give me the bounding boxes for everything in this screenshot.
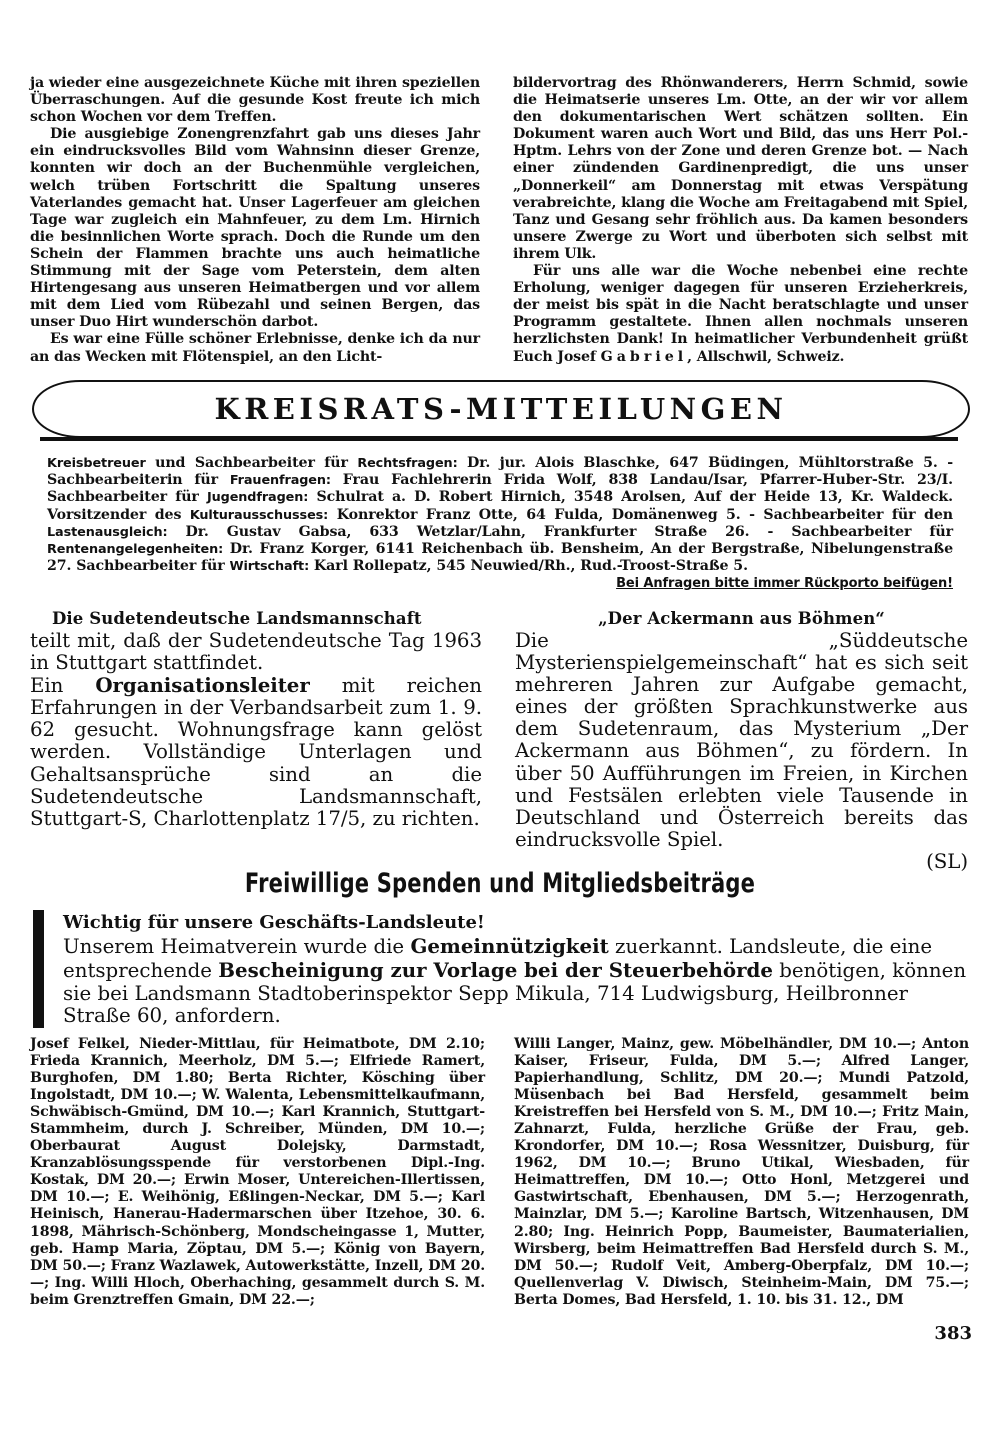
- top-right-paragraph: bildervortrag des Rhönwanderers, Herrn Schmid, sowie die Heimatserie unseres Lm. Otte, an der wir vor allem den dokumentarischen Wert schätzen sollten. Ein Dokument waren auch Wort und Bild, das uns Herr Pol.-Hptm. Lehrs von der Zone und deren Grenze bot. — Nach einer zündenden Gardinenpredigt, die uns unser „Donnerkeil“ am Donnerstag mit etwas Verspätung verabreichte, klang die Woche am Freitagabend mit Spiel, Tanz und Gesang sehr fröhlich aus. Da kamen besonders unsere Zwerge zu Wort und überboten sich selbst mit ihrem Ulk.: [513, 75, 968, 262]
- article-left-p2: [30, 674, 482, 830]
- article-right-heading: „Der Ackermann aus Böhmen“: [598, 609, 885, 628]
- kreisrats-block: [47, 455, 953, 593]
- banner-title: KREISRATS-MITTEILUNGEN: [214, 392, 788, 426]
- top-right-paragraph-text: Für uns alle war die Woche nebenbei eine rechte Erholung, weniger dagegen für unseren Erzieherkreis, der meist bis spät in die Nacht beratschlagte und unser Programm gestaltete. Ihnen allen nochmals unseren herzlichsten Dank! In heimatlicher Verbundenheit grüßt Euch Josef: [513, 263, 968, 365]
- kreis-topic: Frauenfragen:: [229, 473, 331, 489]
- article-left-text: Ein: [30, 674, 96, 698]
- article-right: [515, 609, 968, 873]
- kreis-note: Bei Anfragen bitte immer Rückporto beifügen!: [616, 576, 953, 592]
- kreisrats-text: [47, 455, 953, 575]
- kreisrats-banner: [32, 380, 970, 438]
- article-right-body: Die „Süddeutsche Mysterienspielgemeinschaft“ hat es sich seit mehreren Jahren zur Aufgabe gemacht, eines der größten Sprachkunstwerke aus dem Sudetenraum, das Mysterium „Der Ackermann aus Böhmen“, zu fördern. In über 50 Aufführungen im Freien, in Kirchen und Festsälen erlebten viele Tausende in Deutschland und Österreich bereits das eindrucksvolle Spiel.: [515, 629, 968, 851]
- signature-name: Gabriel: [600, 348, 688, 365]
- notice-block: [63, 912, 975, 1028]
- top-left-paragraph: Es war eine Fülle schöner Erlebnisse, denke ich da nur an das Wecken mit Flötenspiel, an den Licht-: [30, 331, 480, 365]
- notice-heading: Wichtig für unsere Geschäfts-Landsleute!: [63, 912, 485, 933]
- top-right-column: [513, 75, 968, 366]
- top-left-paragraph: Die ausgiebige Zonengrenzfahrt gab uns dieses Jahr ein eindrucksvolles Bild vom Wahnsinn dieser Grenze, konnten wir doch an der Buchenmühle vergleichen, welch trüben Fortschritt die Spaltung unseres Vaterlandes gemacht hat. Unser Lagerfeuer am gleichen Tage war zugleich ein Mahnfeuer, zu dem Lm. Hirnich die besinnlichen Worte sprach. Doch die Runde um den Schein der Flammen brachte uns auch heimatliche Stimmung mit der Sage vom Peterstein, dem alten Hirtengesang aus unseren Heimatbergen und vor allem mit dem Lied vom Rübezahl und seinen Bergen, das unser Duo Hirt wunderschön darbot.: [30, 126, 480, 331]
- notice-text: zuerkannt. Landsleute, die eine entsprechende: [63, 935, 933, 982]
- notice-bold: Gemeinnützigkeit: [410, 934, 609, 958]
- donation-list-right-text: Willi Langer, Mainz, gew. Möbelhändler, DM 10.—; Anton Kaiser, Friseur, Fulda, DM 5.—; Alfred Langer, Papierhandlung, Schlitz, DM 20.—; Mundi Patzold, Müsenbach bei Bad Hersfeld, gesammelt beim Kreistreffen bei Hersfeld von S. M., DM 10.—; Fritz Main, Zahnarzt, Fulda, herzliche Grüße der Frau, geb. Krondorfer, DM 10.—; Rosa Wessnitzer, Duisburg, für 1962, DM 10.—; Bruno Utikal, Wiesbaden, für Heimattreffen, DM 10.—; Otto Honl, Metzgerei und Gastwirtschaft, Ebenhausen, DM 5.—; Herzogenrath, Mainzlar, DM 5.—; Karoline Bartsch, Witzenhausen, DM 2.80; Ing. Heinrich Popp, Baumeister, Baumaterialien, Wirsberg, beim Heimattreffen Bad Hersfeld durch S. M., DM 50.—; Rudolf Veit, Amberg-Oberpfalz, DM 10.—; Quellenverlag V. Diwisch, Steinheim-Main, DM 75.—; Berta Domes, Bad Hersfeld, 1. 10. bis 31. 12., DM: [514, 1036, 969, 1308]
- kreis-text: Konrektor Franz Otte, 64 Fulda, Domänenweg 5. - Sachbearbeiter für den: [328, 506, 953, 523]
- kreis-text: Karl Rollepatz, 545 Neuwied/Rh., Rud.-Troost-Straße 5.: [309, 558, 748, 575]
- article-left: [30, 609, 482, 830]
- kreis-role: Kreisbetreuer: [47, 456, 146, 471]
- kreis-text: Dr. Franz Korger, 6141 Reichenbach üb. Bensheim, An der Bergstraße, Nibelungenstraße 27. Sachbearbeiter für: [47, 541, 953, 575]
- article-left-text: mit reichen Erfahrungen in der Verbandsarbeit zum 1. 9. 62 gesucht. Wohnungsfrage kann gelöst werden. Vollständige Unterlagen und Gehaltsansprüche sind an die Sudetendeutsche Landsmannschaft, Stuttgart-S, Charlottenplatz 17/5, zu richten.: [30, 674, 482, 830]
- kreis-topic: Lastenausgleich:: [47, 524, 168, 540]
- donation-list-left: [30, 1036, 485, 1309]
- top-right-paragraph: [513, 263, 968, 366]
- article-right-source: (SL): [926, 849, 968, 873]
- notice-text: benötigen, können sie bei Landsmann Stadtoberinspektor Sepp Mikula, 714 Ludwigsburg, Heilbronner Straße 60, anfordern.: [63, 958, 967, 1028]
- article-left-heading: Die Sudetendeutsche Landsmannschaft: [52, 609, 422, 628]
- kreis-topic: Jugendfragen:: [206, 490, 309, 506]
- kreis-text: Dr. jur. Alois Blaschke, 647 Büdingen, Mühltorstraße 5. - Sachbearbeiterin für: [47, 455, 953, 489]
- spenden-title: Freiwillige Spenden und Mitgliedsbeiträge: [244, 868, 756, 899]
- signature-place: , Allschwil, Schweiz.: [687, 348, 845, 365]
- article-left-p1: teilt mit, daß der Sudetendeutsche Tag 1963 in Stuttgart stattfindet.: [30, 629, 482, 675]
- donation-list-left-text: Josef Felkel, Nieder-Mittlau, für Heimatbote, DM 2.10; Frieda Krannich, Meerholz, DM 5.—; Elfriede Ramert, Burghofen, DM 1.80; Berta Richter, Kösching über Ingolstadt, DM 10.—; W. Walenta, Lebensmittelkaufmann, Schwäbisch-Gmünd, DM 10.—; Karl Krannich, Stuttgart-Stammheim, durch J. Schreiber, Münden, DM 10.—; Oberbaurat August Dolejsky, Darmstadt, Kranzablösungsspende für verstorbenen Dipl.-Ing. Kostak, DM 20.—; Erwin Moser, Untereichen-Illertissen, DM 10.—; E. Weihönig, Eßlingen-Neckar, DM 5.—; Karl Heinisch, Hanerau-Hadermarschen über Itzehoe, 30. 6. 1898, Mährisch-Schönberg, Mondscheingasse 1, Mutter, geb. Hamp Maria, Zöptau, DM 5.—; König von Bayern, DM 50.—; Franz Wazlawek, Autowerkstätte, Inzell, DM 20.—; Ing. Willi Hloch, Oberhaching, gesammelt durch S. M. beim Grenztreffen Gmain, DM 22.—;: [30, 1036, 485, 1308]
- kreis-topic: Rentenangelegenheiten:: [47, 542, 224, 558]
- notice-bar: [33, 910, 44, 1028]
- notice-body: [63, 935, 975, 1028]
- top-left-paragraph: ja wieder eine ausgezeichnete Küche mit ihren speziellen Überraschungen. Auf die gesunde Kost freute ich mich schon Wochen vor dem Treffen.: [30, 75, 480, 126]
- donation-list-right: [514, 1036, 969, 1309]
- article-left-bold: Organisationsleiter: [95, 673, 310, 698]
- page-number: 383: [934, 1323, 972, 1344]
- kreis-topic: Rechtsfragen:: [357, 456, 458, 471]
- kreis-text: Schulrat a. D. Robert Hirnich, 3548 Arolsen, Auf der Heide 13, Kr. Waldeck. Vorsitzender des: [47, 489, 953, 523]
- kreis-text: Dr. Gustav Gabsa, 633 Wetzlar/Lahn, Frankfurter Straße 26. - Sachbearbeiter für: [167, 523, 953, 540]
- kreis-topic: Kulturausschusses:: [189, 507, 329, 523]
- notice-text: Unserem Heimatverein wurde die: [63, 935, 411, 958]
- kreis-topic: Wirtschaft:: [229, 559, 310, 575]
- notice-bold: Bescheinigung zur Vorlage bei der Steuerbehörde: [218, 957, 773, 982]
- top-left-column: [30, 75, 480, 366]
- kreis-text: und Sachbearbeiter für: [145, 455, 358, 471]
- kreis-text: Frau Fachlehrerin Frida Wolf, 838 Landau/Isar, Pfarrer-Huber-Str. 23/I. Sachbearbeiter für: [47, 472, 953, 506]
